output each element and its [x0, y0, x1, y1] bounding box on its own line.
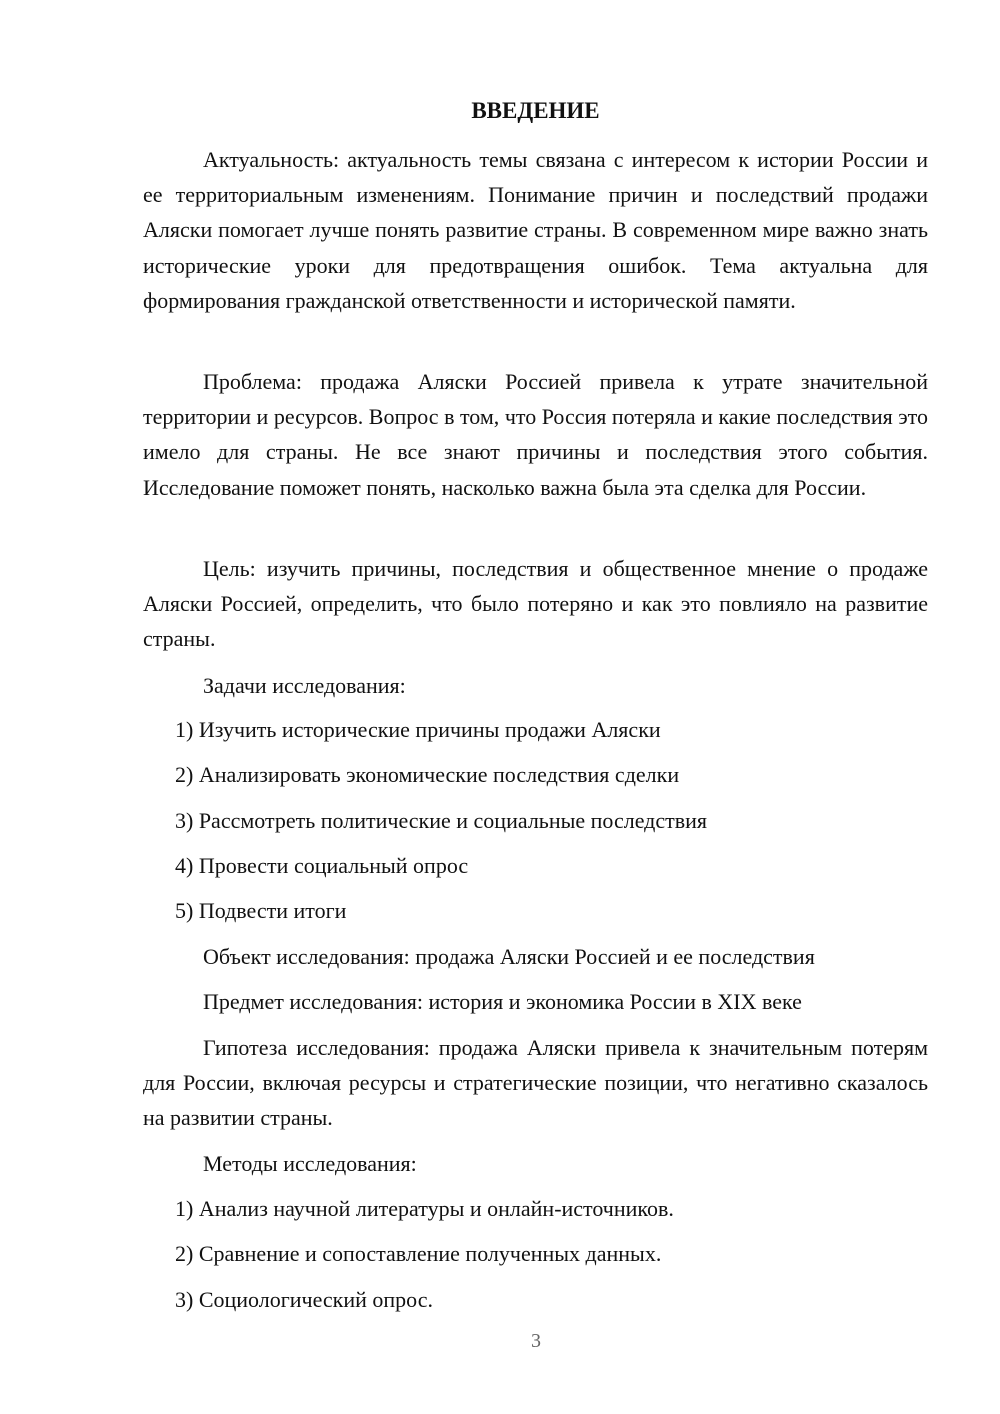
method-item: 3) Социологический опрос.	[175, 1287, 433, 1312]
task-item: 5) Подвести итоги	[175, 898, 347, 923]
hypothesis-paragraph: Гипотеза исследования: продажа Аляски привела к значительным потерям для России, включая ресурсы и стратегические позиции, что негативно сказалось на развитии страны.	[143, 1035, 928, 1131]
relevance-paragraph: Актуальность: актуальность темы связана с интересом к истории России и ее территориальным изменениям. Понимание причин и последствий продажи Аляски помогает лучше понять развитие страны. В современном мире важно знать исторические уроки для предотвращения ошибок. Тема актуальна для формирования гражданской ответственности и исторической памяти.	[143, 147, 928, 313]
page-number: 3	[531, 1330, 541, 1352]
goal-paragraph: Цель: изучить причины, последствия и общественное мнение о продаже Аляски Россией, определить, что было потеряно и как это повлияло на развитие страны.	[143, 556, 928, 652]
object-line: Объект исследования: продажа Аляски Россией и ее последствия	[203, 944, 815, 969]
task-item: 3) Рассмотреть политические и социальные последствия	[175, 808, 708, 833]
task-item: 2) Анализировать экономические последствия сделки	[175, 762, 680, 787]
subject-line: Предмет исследования: история и экономика России в XIX веке	[203, 989, 802, 1014]
problem-paragraph: Проблема: продажа Аляски Россией привела к утрате значительной территории и ресурсов. Вопрос в том, что Россия потеряла и какие последствия это имело для страны. Не все знают причины и последствия этого события. Исследование поможет понять, насколько важна была эта сделка для России.	[143, 369, 928, 500]
methods-title: Методы исследования:	[203, 1151, 417, 1176]
method-item: 2) Сравнение и сопоставление полученных данных.	[175, 1241, 662, 1266]
page-title: ВВЕДЕНИЕ	[471, 98, 600, 123]
task-item: 1) Изучить исторические причины продажи Аляски	[175, 717, 661, 742]
tasks-title: Задачи исследования:	[203, 673, 406, 698]
method-item: 1) Анализ научной литературы и онлайн-источников.	[175, 1196, 674, 1221]
task-item: 4) Провести социальный опрос	[175, 853, 469, 878]
